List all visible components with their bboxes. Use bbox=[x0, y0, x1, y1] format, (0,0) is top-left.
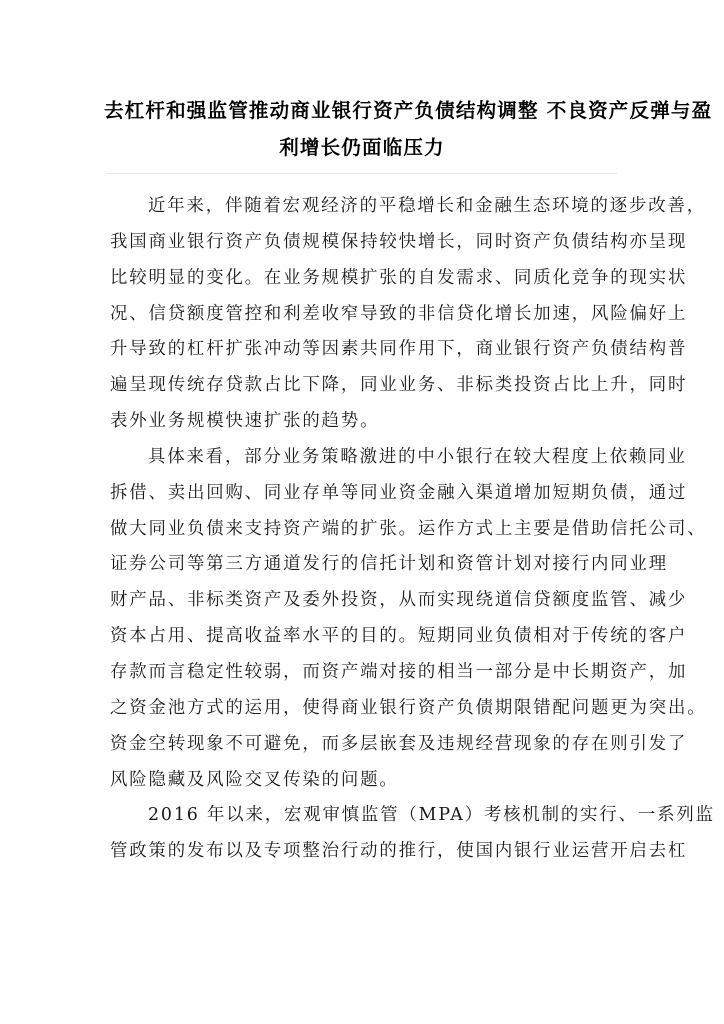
paragraph-2 bbox=[110, 440, 707, 798]
paragraph-line: 遍呈现传统存贷款占比下降，同业业务、非标类投资占比上升，同时 bbox=[110, 375, 688, 396]
paragraph-line: 具体来看，部分业务策略激进的中小银行在较大程度上依赖同业 bbox=[148, 446, 687, 467]
title-divider bbox=[107, 173, 617, 174]
paragraph-line: 升导致的杠杆扩张冲动等因素共同作用下，商业银行资产负债结构普 bbox=[110, 339, 688, 360]
paragraph-line: 证券公司等第三方通道发行的信托计划和资管计划对接行内同业理 bbox=[110, 554, 668, 575]
document-title bbox=[104, 92, 713, 166]
paragraph-line: 风险隐藏及风险交叉传染的问题。 bbox=[110, 769, 399, 790]
paragraph-line: 存款而言稳定性较弱，而资产端对接的相当一部分是中长期资产，加 bbox=[110, 661, 688, 682]
paragraph-line: 管政策的发布以及专项整治行动的推行，使国内银行业运营开启去杠 bbox=[110, 841, 688, 862]
document-body bbox=[110, 189, 715, 870]
paragraph-line: 表外业务规模快速扩张的趋势。 bbox=[110, 411, 380, 432]
paragraph-line: 比较明显的变化。在业务规模扩张的自发需求、同质化竞争的现实状 bbox=[110, 267, 688, 288]
paragraph-line: 拆借、卖出回购、同业存单等同业资金融入渠道增加短期负债，通过 bbox=[110, 482, 688, 503]
paragraph-line: 我国商业银行资产负债规模保持较快增长，同时资产负债结构亦呈现 bbox=[110, 231, 688, 252]
paragraph-line: 资本占用、提高收益率水平的目的。短期同业负债相对于传统的客户 bbox=[110, 626, 688, 647]
paragraph-1 bbox=[110, 189, 706, 440]
title-line-2: 利增长仍面临压力 bbox=[279, 136, 445, 159]
paragraph-line: 做大同业负债来支持资产端的扩张。运作方式上主要是借助信托公司、 bbox=[110, 518, 707, 539]
title-line-1: 去杠杆和强监管推动商业银行资产负债结构调整 不良资产反弹与盈 bbox=[104, 99, 713, 122]
paragraph-line: 财产品、非标类资产及委外投资，从而实现绕道信贷额度监管、减少 bbox=[110, 590, 688, 611]
paragraph-3 bbox=[110, 798, 715, 870]
paragraph-line: 2016 年以来，宏观审慎监管（MPA）考核机制的实行、一系列监 bbox=[148, 805, 715, 826]
paragraph-line: 近年来，伴随着宏观经济的平稳增长和金融生态环境的逐步改善， bbox=[148, 196, 706, 216]
paragraph-line: 之资金池方式的运用，使得商业银行资产负债期限错配问题更为突出。 bbox=[110, 697, 707, 718]
paragraph-line: 资金空转现象不可避免，而多层嵌套及违规经营现象的存在则引发了 bbox=[110, 733, 688, 754]
paragraph-line: 况、信贷额度管控和利差收窄导致的非信贷化增长加速，风险偏好上 bbox=[110, 303, 688, 324]
